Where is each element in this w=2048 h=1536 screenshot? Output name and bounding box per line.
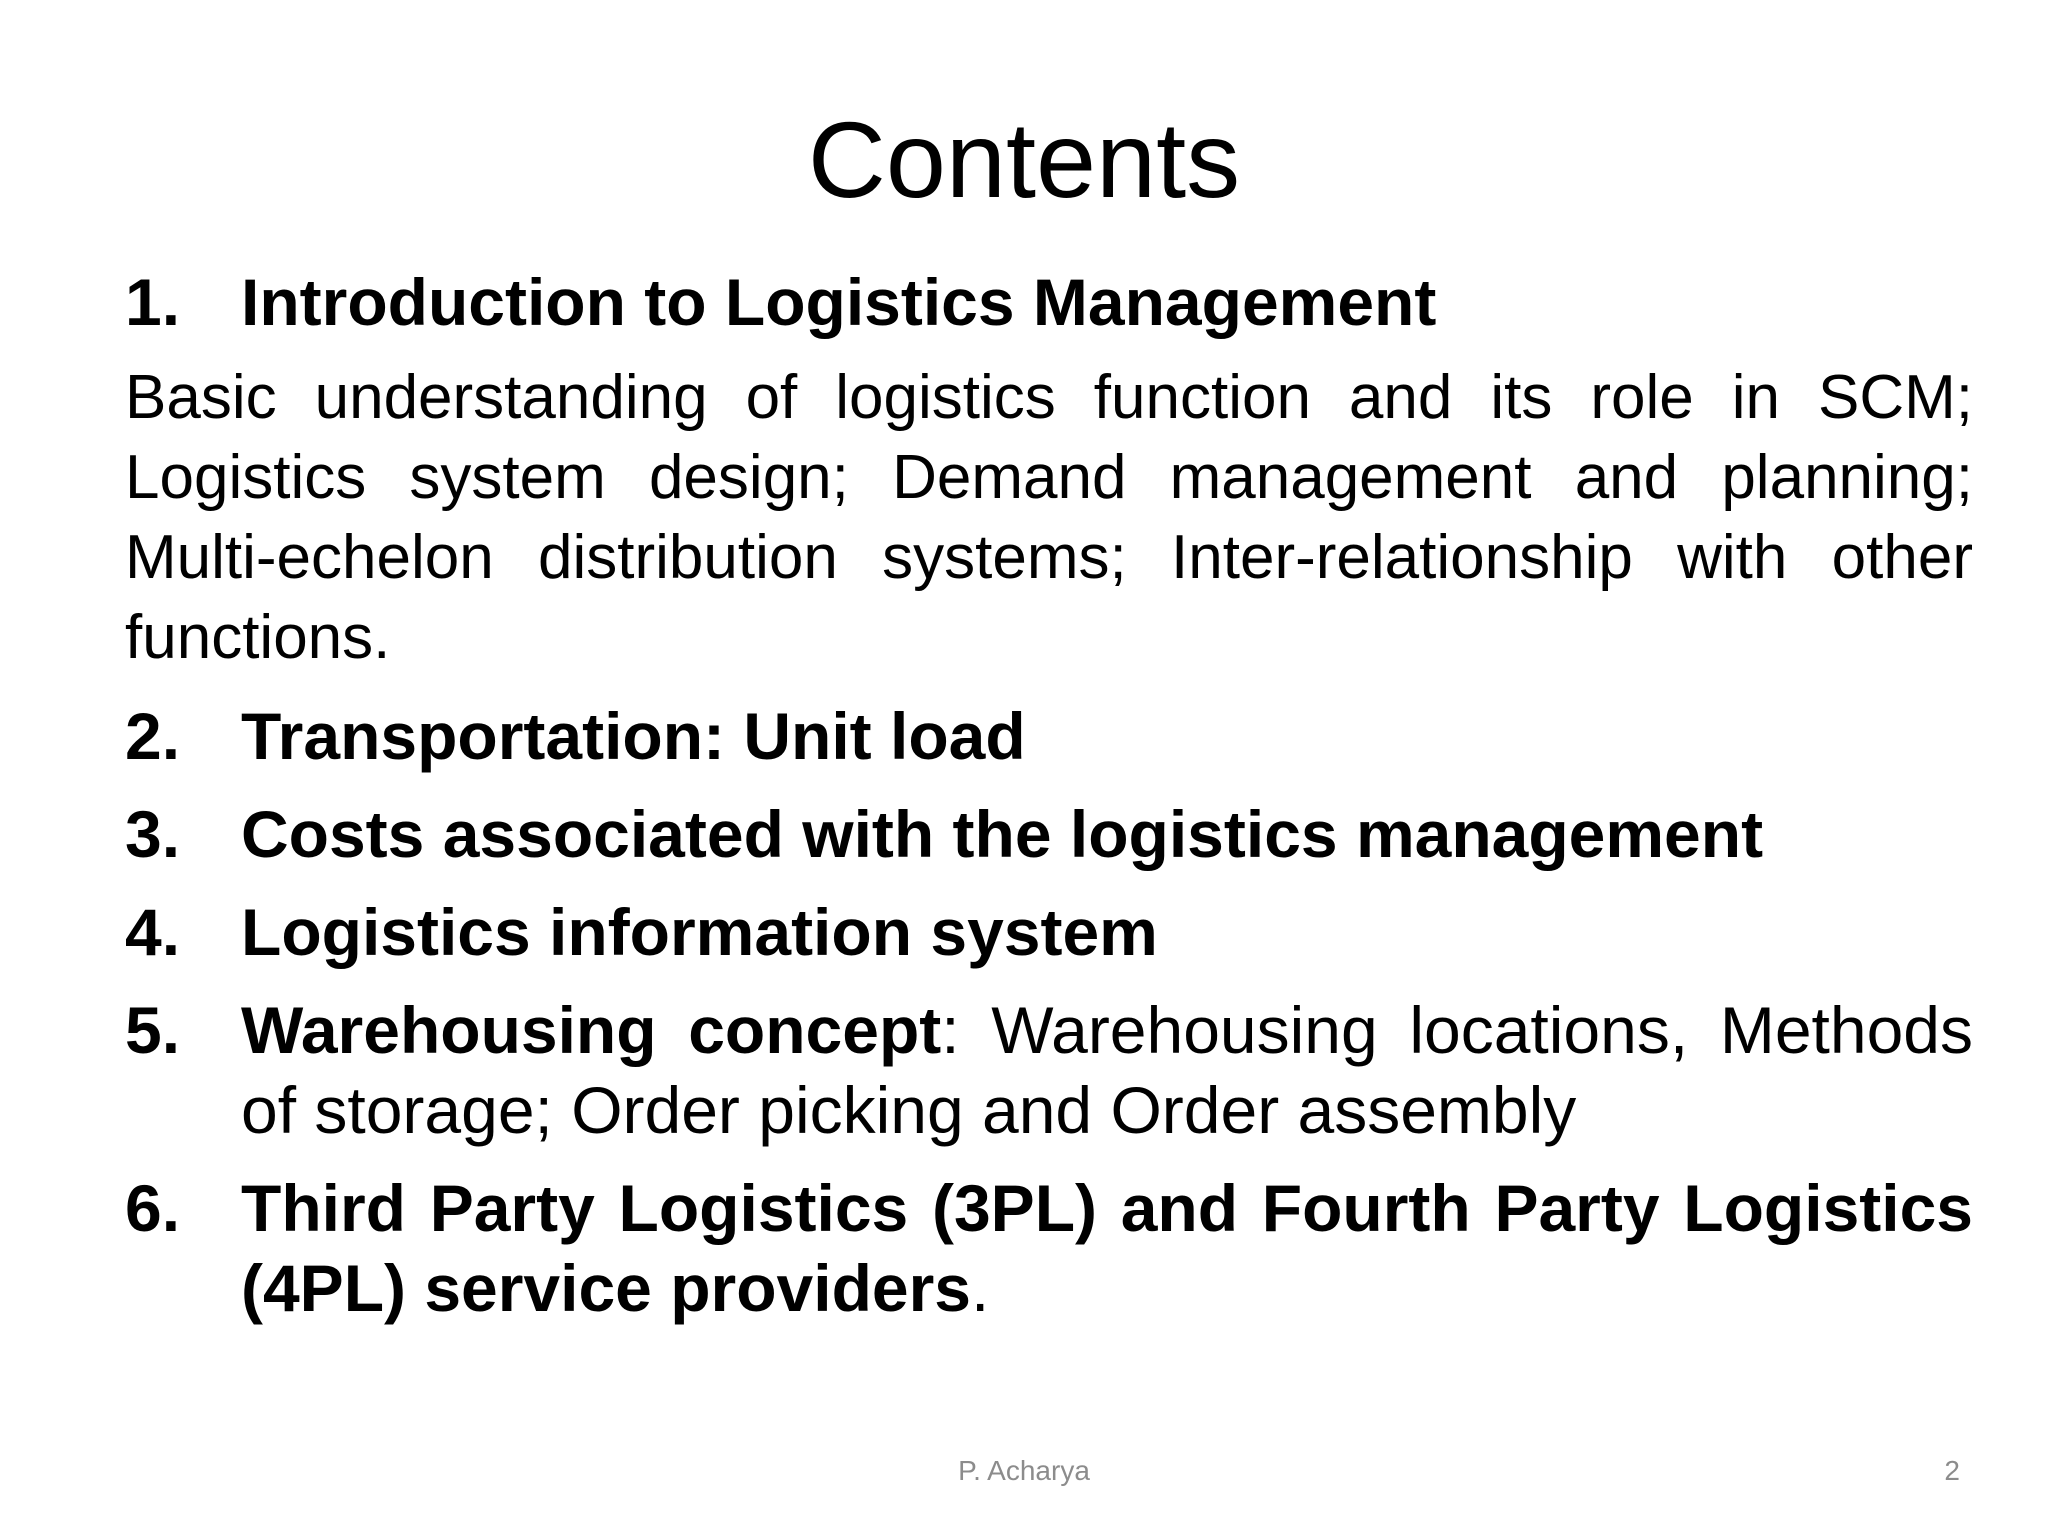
- page-number: 2: [1944, 1455, 1960, 1486]
- item-number: 5.: [125, 993, 181, 1067]
- item-heading: Transportation: Unit load: [241, 699, 1026, 773]
- list-item-4: [125, 892, 1973, 972]
- item-heading: Costs associated with the logistics management: [241, 797, 1764, 871]
- item-heading: Warehousing concept: [241, 993, 942, 1067]
- item-number: 2.: [125, 699, 181, 773]
- contents-list: [125, 262, 1973, 1328]
- item-detail: : Warehousing locations, Methods of storage; Order picking and Order assembly: [241, 993, 1973, 1147]
- item-text: [241, 1168, 1973, 1328]
- list-item-3: [125, 794, 1973, 874]
- item-heading: Introduction to Logistics Management: [241, 265, 1437, 339]
- item-number: 3.: [125, 797, 181, 871]
- item-number: 6.: [125, 1171, 181, 1245]
- item-heading: Third Party Logistics (3PL) and Fourth Party Logistics (4PL) service providers: [241, 1171, 1973, 1325]
- item-heading: Logistics information system: [241, 895, 1158, 969]
- list-item-2: [125, 696, 1973, 776]
- list-item-5: [125, 990, 1973, 1150]
- list-item-6: [125, 1168, 1973, 1328]
- item-detail: .: [971, 1251, 990, 1325]
- footer-author: P. Acharya: [958, 1455, 1090, 1486]
- slide-title: Contents: [807, 99, 1241, 220]
- item-number: 1.: [125, 265, 181, 339]
- item-text: [241, 990, 1973, 1150]
- item-number: 4.: [125, 895, 181, 969]
- list-item-1: [125, 262, 1973, 342]
- item-description: Basic understanding of logistics function and its role in SCM; Logistics system design; Demand management and planning; Multi-echelon distribution systems; Inter-relationship with other functions.: [125, 363, 1973, 672]
